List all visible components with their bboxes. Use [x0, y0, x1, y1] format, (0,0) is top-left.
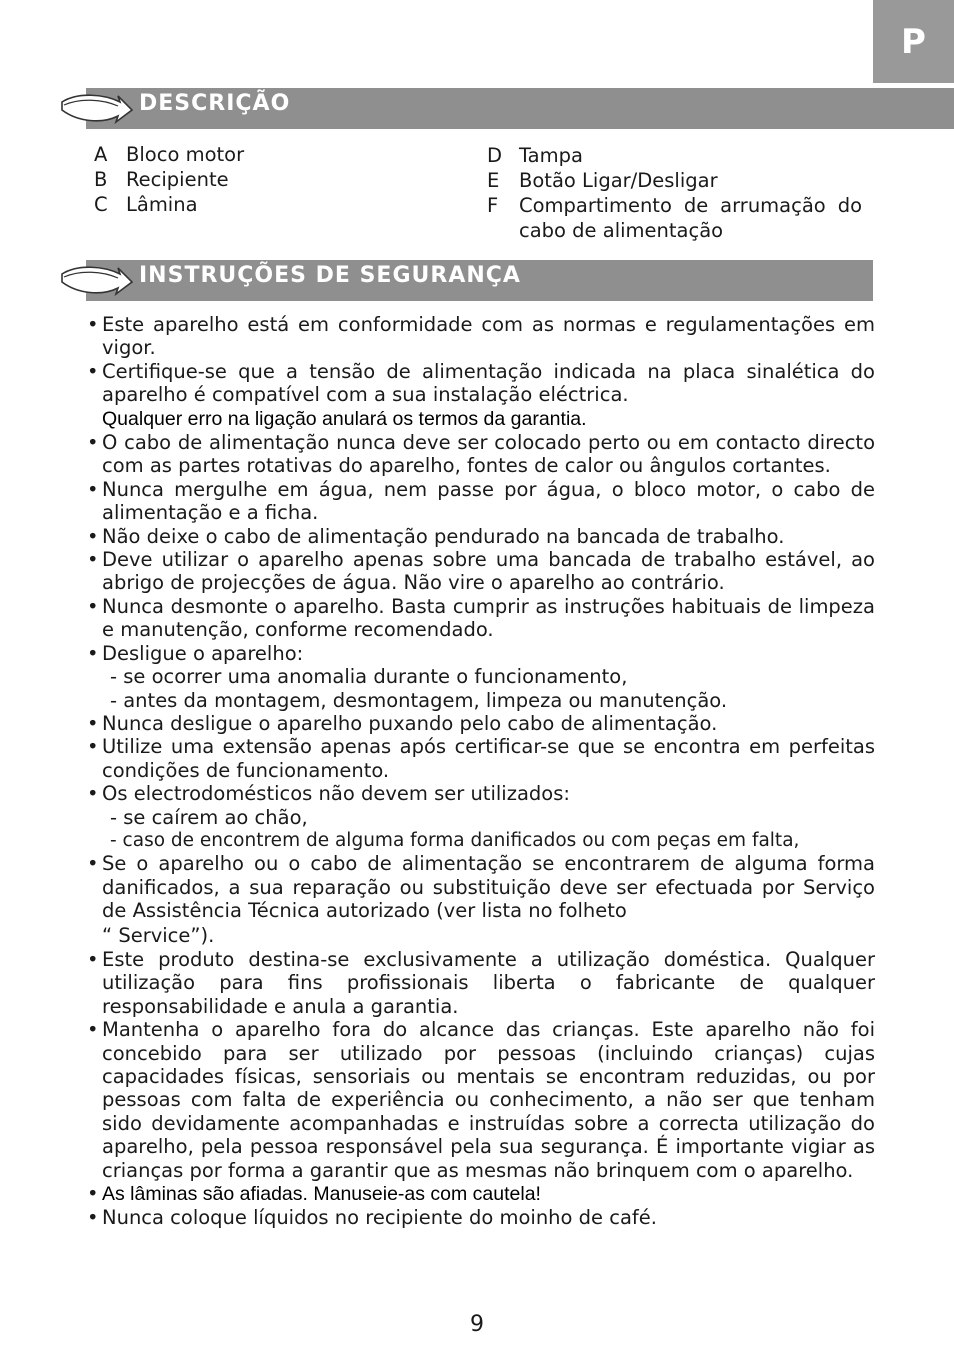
- arrow-icon: [58, 88, 134, 132]
- section-title: INSTRUÇÕES DE SEGURANÇA: [139, 263, 521, 288]
- page-number: 9: [470, 1312, 484, 1337]
- list-item: • Nunca desligue o aparelho puxando pelo cabo de alimentação.: [87, 711, 718, 735]
- arrow-icon: [58, 260, 134, 304]
- list-item: • Nunca mergulhe em água, nem passe por água, o bloco motor, o cabo de alimentação e a ficha.: [87, 477, 875, 525]
- list-item: E Botão Ligar/Desligar: [487, 169, 718, 192]
- warning-text: As lâminas são afiadas. Manuseie-as com cautela!: [102, 1183, 541, 1206]
- list-item: • Nunca desmonte o aparelho. Basta cumprir as instruções habituais de limpeza e manutenção, conforme recomendado.: [87, 594, 875, 642]
- list-item: • Utilize uma extensão apenas após certificar-se que se encontra em perfeitas condições de funcionamento.: [87, 735, 875, 782]
- list-item: • Nunca coloque líquidos no recipiente do moinho de café.: [87, 1206, 657, 1230]
- list-item: F Compartimento de arrumação do cabo de alimentação: [487, 194, 862, 242]
- list-item: • Deve utilizar o aparelho apenas sobre uma bancada de trabalho estável, ao abrigo de projecções de água. Não vire o aparelho ao contrário.: [87, 548, 875, 595]
- section-title: DESCRIÇÃO: [139, 91, 291, 116]
- list-item: • Este aparelho está em conformidade com as normas e regulamentações em vigor.: [87, 313, 875, 360]
- warning-text: Qualquer erro na ligação anulará os termos da garantia.: [102, 407, 587, 430]
- list-item: • Desligue o aparelho: - se ocorrer uma anomalia durante o funcionamento, - antes da montagem, desmontagem, limpeza ou manutenção.: [87, 641, 728, 712]
- list-item: D Tampa: [487, 144, 583, 167]
- list-item: • O cabo de alimentação nunca deve ser colocado perto ou em contacto directo com as partes rotativas do aparelho, fontes de calor ou ângulos cortantes.: [87, 431, 875, 478]
- parts-list-left: [94, 142, 394, 217]
- list-item: • Não deixe o cabo de alimentação pendurado na bancada de trabalho.: [87, 524, 785, 548]
- list-item: • Se o aparelho ou o cabo de alimentação se encontrarem de alguma forma danificados, a sua reparação ou substituição deve ser efectuada por Serviço de Assistência Técnica autorizado (ver lista no folheto “ Service”).: [87, 852, 875, 947]
- list-item: • Os electrodomésticos não devem ser utilizados: - se caírem ao chão, - caso de encontrem de alguma forma danificados ou com peças em falta,: [87, 782, 800, 851]
- list-item: • Este produto destina-se exclusivamente a utilização doméstica. Qualquer utilização para fins profissionais liberta o fabricante de qualquer responsabilidade e anula a garantia.: [87, 947, 875, 1018]
- safety-instructions-list: [86, 313, 875, 1230]
- list-item: A Bloco motor: [94, 143, 245, 166]
- list-item: • Mantenha o aparelho fora do alcance das crianças. Este aparelho não foi concebido para ser utilizado por pessoas (incluindo crianças) cujas capacidades físicas, sensoriais ou mentais se encontram reduzidas, ou por pessoas com falta de experiência ou conhecimento, a não ser que tenham sido devidamente acompanhadas e instruídas sobre a correcta utilização do aparelho, pela pessoa responsável pela sua segurança. É importante vigiar as crianças por forma a garantir que as mesmas não brinquem com o aparelho.: [87, 1018, 875, 1182]
- list-item: C Lâmina: [94, 193, 198, 216]
- section-header-safety: [86, 260, 873, 301]
- section-header-description: [86, 88, 954, 129]
- list-item: B Recipiente: [94, 168, 229, 191]
- language-tab: P: [873, 0, 954, 83]
- list-item: • Certifique-se que a tensão de alimentação indicada na placa sinalética do aparelho é compatível com a sua instalação eléctrica. Qualquer erro na ligação anulará os termos da garantia.: [87, 359, 875, 430]
- parts-list-right: [487, 143, 862, 243]
- list-item: • As lâminas são afiadas. Manuseie-as com cautela!: [87, 1182, 541, 1206]
